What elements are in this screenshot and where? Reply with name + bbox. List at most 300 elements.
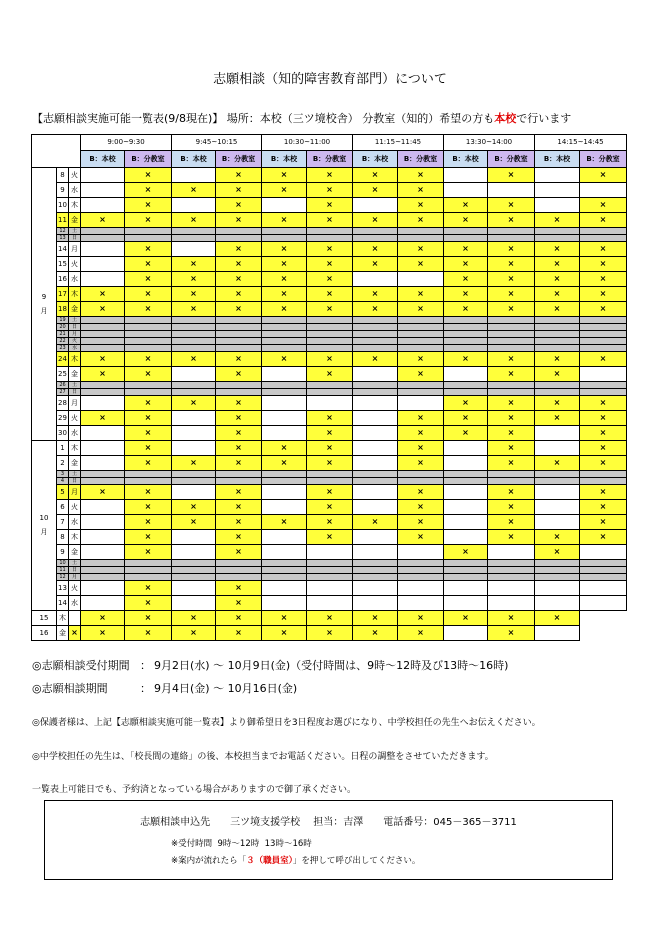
schedule-row [32,257,627,272]
closed-cell [81,324,125,331]
unavailable-cell: × [488,441,535,456]
day-number: 26 [57,382,69,389]
unavailable-cell: × [580,168,627,183]
unavailable-cell: × [125,500,172,515]
unavailable-cell: × [81,287,125,302]
unavailable-cell: × [172,396,216,411]
unavailable-cell: × [488,272,535,287]
unavailable-cell: × [535,530,580,545]
unavailable-cell: × [488,515,535,530]
schedule-row [32,581,627,596]
day-number: 18 [57,302,69,317]
closed-cell [398,338,444,345]
available-cell [535,515,580,530]
weekday: 金 [69,213,81,228]
unavailable-cell: × [353,168,398,183]
closed-cell [125,324,172,331]
unavailable-cell: × [580,272,627,287]
weekday: 水 [69,345,81,352]
available-cell [172,545,216,560]
unavailable-cell: × [307,426,353,441]
day-number: 28 [57,396,69,411]
available-cell [81,596,125,611]
unavailable-cell: × [535,242,580,257]
contact-instructions-suffix: 」を押して呼び出してください。 [292,856,421,866]
closed-cell [216,471,262,478]
schedule-row [32,426,627,441]
schedule-row [32,168,627,183]
available-cell [444,168,488,183]
schedule-row [32,331,627,338]
unavailable-cell: × [444,213,488,228]
day-number: 23 [57,345,69,352]
unavailable-cell: × [216,545,262,560]
schedule-row [32,242,627,257]
available-cell [172,530,216,545]
closed-cell [307,228,353,235]
unavailable-cell: × [307,302,353,317]
closed-cell [488,567,535,574]
weekday: 金 [57,626,69,641]
closed-cell [307,560,353,567]
closed-cell [488,331,535,338]
unavailable-cell: × [262,626,307,641]
closed-cell [444,345,488,352]
closed-cell [580,382,627,389]
unavailable-cell: × [398,257,444,272]
weekday: 火 [69,257,81,272]
consultation-period-label: ◎志願相談期間 [32,682,108,695]
unavailable-cell: × [488,456,535,471]
available-cell [262,596,307,611]
closed-cell [216,338,262,345]
location-header-branch: B：分教室 [488,151,535,168]
day-number: 11 [57,213,69,228]
unavailable-cell: × [580,242,627,257]
closed-cell [580,317,627,324]
unavailable-cell: × [307,485,353,500]
unavailable-cell: × [444,272,488,287]
available-cell [488,183,535,198]
closed-cell [398,345,444,352]
reception-period [32,657,509,673]
location-header-branch: B：分教室 [125,151,172,168]
available-cell [535,596,580,611]
available-cell [353,545,398,560]
unavailable-cell: × [580,213,627,228]
unavailable-cell: × [488,485,535,500]
available-cell [580,596,627,611]
closed-cell [81,382,125,389]
schedule-row [32,302,627,317]
closed-cell [262,382,307,389]
header-row-times [32,135,627,151]
closed-cell [535,324,580,331]
unavailable-cell: × [580,485,627,500]
available-cell [535,168,580,183]
closed-cell [535,567,580,574]
unavailable-cell: × [398,530,444,545]
unavailable-cell: × [125,426,172,441]
day-number: 10 [57,560,69,567]
unavailable-cell: × [216,272,262,287]
schedule-row [32,471,627,478]
unavailable-cell: × [353,287,398,302]
closed-cell [535,574,580,581]
unavailable-cell: × [307,626,353,641]
weekday: 金 [69,302,81,317]
unavailable-cell: × [216,367,262,382]
unavailable-cell: × [216,500,262,515]
closed-cell [307,382,353,389]
available-cell [81,530,125,545]
closed-cell [216,389,262,396]
day-number: 20 [57,324,69,331]
closed-cell [307,478,353,485]
weekday: 火 [69,500,81,515]
day-number: 12 [57,574,69,581]
available-cell [353,456,398,471]
time-slot-header: 9:45~10:15 [172,135,262,151]
closed-cell [307,324,353,331]
unavailable-cell: × [398,183,444,198]
unavailable-cell: × [216,515,262,530]
unavailable-cell: × [307,530,353,545]
closed-cell [444,478,488,485]
day-number: 27 [57,389,69,396]
unavailable-cell: × [488,168,535,183]
unavailable-cell: × [535,287,580,302]
closed-cell [81,478,125,485]
available-cell [398,596,444,611]
contact-hours: ※受付時間 9時〜12時 13時〜16時 [171,839,312,849]
weekday: 金 [69,545,81,560]
closed-cell [444,317,488,324]
unavailable-cell: × [262,302,307,317]
weekday: 月 [69,242,81,257]
closed-cell [535,331,580,338]
unavailable-cell: × [307,500,353,515]
closed-cell [262,324,307,331]
closed-cell [535,345,580,352]
closed-cell [81,345,125,352]
unavailable-cell: × [216,257,262,272]
closed-cell [353,324,398,331]
closed-cell [353,317,398,324]
closed-cell [353,228,398,235]
consultation-period-value: 9月4日(金) 〜 10月16日(金) [154,682,298,695]
closed-cell [81,567,125,574]
contact-instructions-prefix: ※案内が流れたら「 [171,856,247,866]
closed-cell [262,338,307,345]
contact-extension: ３（職員室） [246,856,293,866]
day-number: 15 [57,257,69,272]
schedule-row [32,396,627,411]
available-cell [81,515,125,530]
available-cell [81,441,125,456]
unavailable-cell: × [69,626,81,641]
available-cell [307,596,353,611]
available-cell [398,581,444,596]
available-cell [580,581,627,596]
weekday: 月 [69,485,81,500]
weekday: 水 [69,596,81,611]
unavailable-cell: × [125,183,172,198]
closed-cell [353,560,398,567]
unavailable-cell: × [216,485,262,500]
unavailable-cell: × [216,441,262,456]
closed-cell [262,317,307,324]
available-cell [535,500,580,515]
available-cell [262,530,307,545]
unavailable-cell: × [398,611,444,626]
unavailable-cell: × [216,426,262,441]
unavailable-cell: × [125,352,172,367]
closed-cell [398,235,444,242]
unavailable-cell: × [172,626,216,641]
unavailable-cell: × [580,530,627,545]
unavailable-cell: × [398,515,444,530]
unavailable-cell: × [125,367,172,382]
available-cell [69,611,81,626]
unavailable-cell: × [353,242,398,257]
day-number: 11 [57,567,69,574]
schedule-row [32,441,627,456]
closed-cell [216,567,262,574]
unavailable-cell: × [307,272,353,287]
weekday: 火 [69,168,81,183]
closed-cell [444,574,488,581]
available-cell [307,396,353,411]
day-number: 9 [57,183,69,198]
closed-cell [172,471,216,478]
unavailable-cell: × [444,426,488,441]
page-title: 志願相談（知的障害教育部門）について [213,72,447,87]
reception-period-value: 9月2日(水) 〜 10月9日(金)（受付時間は、9時〜12時及び13時〜16時) [154,659,509,672]
weekday: 水 [69,183,81,198]
unavailable-cell: × [125,242,172,257]
unavailable-cell: × [216,183,262,198]
weekday: 水 [69,515,81,530]
available-cell [81,581,125,596]
unavailable-cell: × [81,485,125,500]
available-cell [262,500,307,515]
unavailable-cell: × [216,626,262,641]
closed-cell [81,574,125,581]
closed-cell [353,574,398,581]
unavailable-cell: × [398,485,444,500]
closed-cell [580,228,627,235]
schedule-row [32,596,627,611]
closed-cell [580,324,627,331]
unavailable-cell: × [353,257,398,272]
schedule-row [32,485,627,500]
location-header-main: B：本校 [172,151,216,168]
available-cell [172,581,216,596]
time-slot-header: 9:00~9:30 [81,135,172,151]
available-cell [398,545,444,560]
closed-cell [125,317,172,324]
unavailable-cell: × [262,611,307,626]
closed-cell [398,560,444,567]
unavailable-cell: × [216,198,262,213]
available-cell [172,426,216,441]
unavailable-cell: × [535,272,580,287]
closed-cell [81,331,125,338]
available-cell [444,500,488,515]
closed-cell [125,338,172,345]
time-slot-header: 14:15~14:45 [535,135,627,151]
closed-cell [580,389,627,396]
unavailable-cell: × [398,626,444,641]
weekday: 火 [69,581,81,596]
unavailable-cell: × [488,302,535,317]
unavailable-cell: × [535,302,580,317]
available-cell [262,367,307,382]
unavailable-cell: × [488,242,535,257]
subheader-prefix: 【志願相談実施可能一覧表(9/8現在)】 場所：本校（三ツ境校舎） 分教室（知的）希望の方も [32,112,495,125]
closed-cell [353,567,398,574]
weekday: 月 [69,574,81,581]
available-cell [262,485,307,500]
unavailable-cell: × [488,287,535,302]
day-number: 16 [57,272,69,287]
closed-cell [580,574,627,581]
closed-cell [307,345,353,352]
schedule-row [32,382,627,389]
unavailable-cell: × [307,257,353,272]
day-number: 4 [57,478,69,485]
month-label: 9 月 [32,168,57,441]
available-cell [353,396,398,411]
unavailable-cell: × [172,352,216,367]
unavailable-cell: × [307,611,353,626]
unavailable-cell: × [172,287,216,302]
unavailable-cell: × [488,426,535,441]
unavailable-cell: × [535,411,580,426]
unavailable-cell: × [444,396,488,411]
available-cell [398,272,444,287]
unavailable-cell: × [535,396,580,411]
day-number: 8 [57,530,69,545]
closed-cell [172,331,216,338]
available-cell [444,441,488,456]
schedule-row [32,389,627,396]
location-header-main: B：本校 [353,151,398,168]
available-cell [580,183,627,198]
unavailable-cell: × [353,183,398,198]
available-cell [353,198,398,213]
closed-cell [444,235,488,242]
unavailable-cell: × [216,530,262,545]
closed-cell [580,567,627,574]
unavailable-cell: × [535,213,580,228]
unavailable-cell: × [535,611,580,626]
unavailable-cell: × [535,257,580,272]
unavailable-cell: × [307,242,353,257]
schedule-row [32,515,627,530]
available-cell [535,485,580,500]
closed-cell [216,228,262,235]
available-cell [81,257,125,272]
location-header-main: B：本校 [444,151,488,168]
available-cell [172,367,216,382]
schedule-row [32,183,627,198]
contact-instructions [171,854,420,866]
unavailable-cell: × [262,183,307,198]
closed-cell [444,338,488,345]
unavailable-cell: × [444,611,488,626]
available-cell [262,411,307,426]
unavailable-cell: × [488,530,535,545]
day-number: 14 [57,596,69,611]
schedule-row [32,500,627,515]
schedule-row [32,345,627,352]
closed-cell [216,382,262,389]
unavailable-cell: × [125,272,172,287]
weekday: 日 [69,389,81,396]
unavailable-cell: × [262,515,307,530]
closed-cell [353,478,398,485]
closed-cell [125,560,172,567]
unavailable-cell: × [125,581,172,596]
available-cell [307,581,353,596]
unavailable-cell: × [216,581,262,596]
weekday: 土 [69,382,81,389]
closed-cell [488,382,535,389]
day-number: 12 [57,228,69,235]
available-cell [353,367,398,382]
consultation-period-colon: ： [140,682,151,695]
unavailable-cell: × [125,257,172,272]
closed-cell [580,338,627,345]
closed-cell [307,389,353,396]
location-header-branch: B：分教室 [216,151,262,168]
closed-cell [262,567,307,574]
unavailable-cell: × [398,287,444,302]
closed-cell [172,389,216,396]
closed-cell [353,338,398,345]
available-cell [535,198,580,213]
closed-cell [262,389,307,396]
unavailable-cell: × [398,352,444,367]
day-number: 13 [57,235,69,242]
time-slot-header: 10:30~11:00 [262,135,353,151]
closed-cell [172,345,216,352]
unavailable-cell: × [307,287,353,302]
closed-cell [488,324,535,331]
consultation-period [32,680,298,696]
unavailable-cell: × [172,257,216,272]
available-cell [172,168,216,183]
closed-cell [216,345,262,352]
closed-cell [125,574,172,581]
closed-cell [353,345,398,352]
unavailable-cell: × [81,302,125,317]
day-number: 9 [57,545,69,560]
closed-cell [398,389,444,396]
day-number: 10 [57,198,69,213]
subheader-suffix: で行います [516,112,572,125]
available-cell [262,545,307,560]
unavailable-cell: × [535,352,580,367]
closed-cell [535,478,580,485]
closed-cell [81,338,125,345]
unavailable-cell: × [353,626,398,641]
unavailable-cell: × [398,213,444,228]
unavailable-cell: × [172,213,216,228]
day-number: 5 [57,485,69,500]
